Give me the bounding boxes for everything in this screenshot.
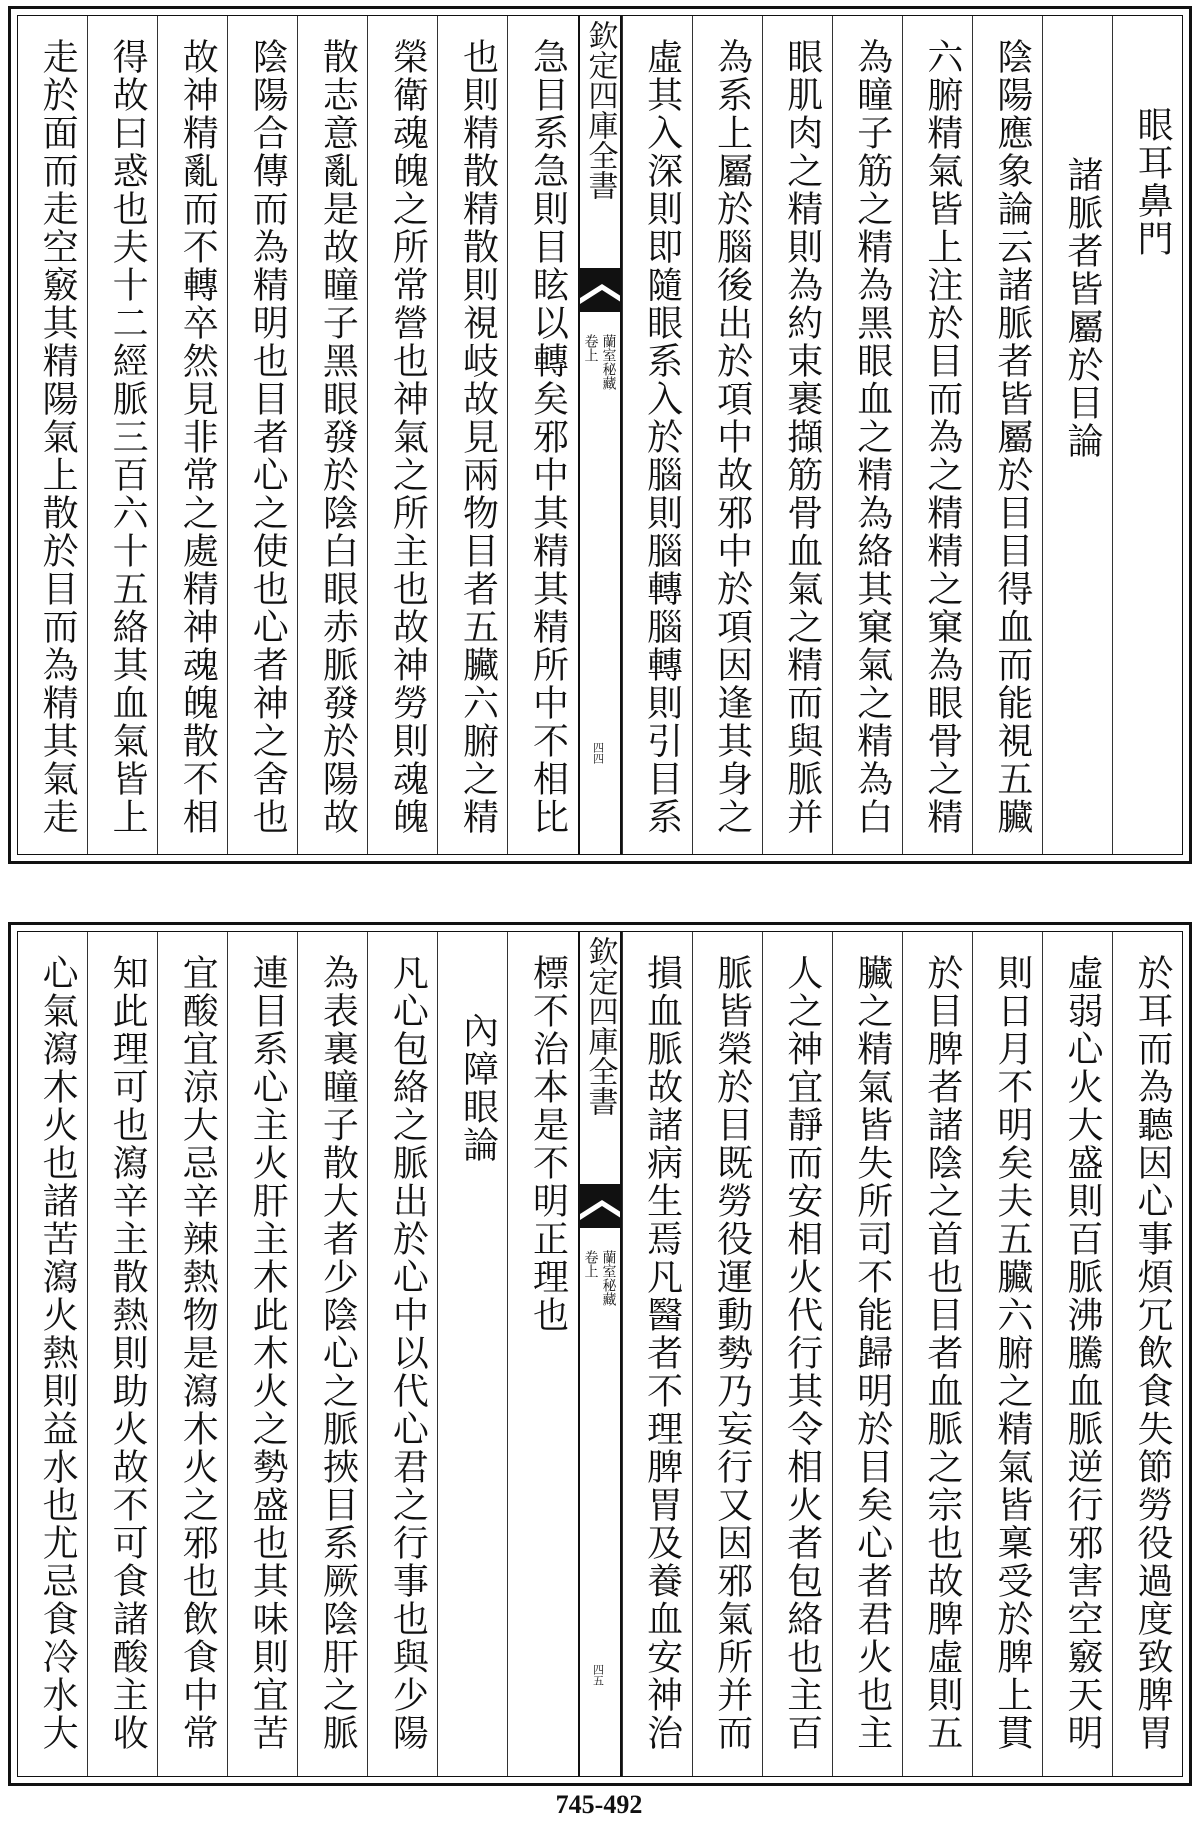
spine-volume: 卷上 bbox=[582, 1250, 599, 1278]
bottom-column-13: 連目系心主火肝主木此木火之勢盛也其味則宜苦 bbox=[227, 932, 297, 1776]
bottom-column-16: 心氣瀉木火也諸苦瀉火熱則益水也尤忌食冷水大 bbox=[37, 954, 79, 1752]
bottom-center-spine bbox=[578, 932, 622, 1776]
top-column-1: 眼耳鼻門 bbox=[1112, 16, 1182, 854]
bottom-column-11: 凡心包絡之脈出於心中以代心君之行事也與少陽 bbox=[367, 932, 437, 1776]
spine-work-title: 蘭室秘藏 bbox=[600, 1250, 617, 1306]
spine-subtitle bbox=[580, 1250, 620, 1470]
top-column-9: 急目系急則目眩以轉矣邪中其精其精所中不相比 bbox=[507, 16, 577, 854]
top-column-11: 榮衛魂魄之所常營也神氣之所主也故神勞則魂魄 bbox=[367, 16, 437, 854]
spine-volume: 卷上 bbox=[582, 334, 599, 362]
top-center-spine bbox=[578, 16, 622, 854]
bottom-column-4: 於目脾者諸陰之首也目者血脈之宗也故脾虛則五 bbox=[902, 932, 972, 1776]
bottom-column-9: 標不治本是不明正理也 bbox=[507, 932, 577, 1776]
top-column-4: 六腑精氣皆上注於目而為之精精之窠為眼骨之精 bbox=[902, 16, 972, 854]
spine-leaf-number: 四五 bbox=[591, 1664, 605, 1686]
bottom-column-8: 損血脈故諸病生焉凡醫者不理脾胃及養血安神治 bbox=[622, 932, 692, 1776]
bottom-column-6: 人之神宜靜而安相火代行其令相火者包絡也主百 bbox=[762, 932, 832, 1776]
top-page-leaf bbox=[8, 6, 1192, 864]
top-column-6: 眼肌肉之精則為約束裹擷筋骨血氣之精而與脈并 bbox=[762, 16, 832, 854]
top-column-15: 得故曰惑也夫十二經脈三百六十五絡其血氣皆上 bbox=[87, 16, 157, 854]
bottom-page-columns bbox=[17, 931, 1183, 1777]
top-column-16: 走於面而走空竅其精陽氣上散於目而為精其氣走 bbox=[37, 38, 79, 836]
spine-work-title: 蘭室秘藏 bbox=[600, 334, 617, 390]
spine-book-title: 欽定四庫全書 bbox=[582, 20, 618, 200]
bottom-column-7: 脈皆榮於目既勞役運動勢乃妄行又因邪氣所并而 bbox=[692, 932, 762, 1776]
top-column-10: 也則精散精散則視岐故見兩物目者五臟六腑之精 bbox=[437, 16, 507, 854]
top-column-14: 故神精亂而不轉卒然見非常之處精神魂魄散不相 bbox=[157, 16, 227, 854]
page-number: 745-492 bbox=[555, 1790, 643, 1819]
spine-book-title: 欽定四庫全書 bbox=[582, 936, 618, 1116]
bottom-column-10: 內障眼論 bbox=[437, 932, 507, 1776]
fish-tail-mark-icon bbox=[580, 268, 622, 312]
bottom-column-1: 於耳而為聽因心事煩冗飲食失節勞役過度致脾胃 bbox=[1112, 932, 1182, 1776]
top-column-5: 為瞳子筋之精為黑眼血之精為絡其窠氣之精為白 bbox=[832, 16, 902, 854]
top-column-3: 陰陽應象論云諸脈者皆屬於目目得血而能視五臟 bbox=[972, 16, 1042, 854]
bottom-column-3: 則日月不明矣夫五臟六腑之精氣皆稟受於脾上貫 bbox=[972, 932, 1042, 1776]
bottom-column-5: 臟之精氣皆失所司不能歸明於目矣心者君火也主 bbox=[832, 932, 902, 1776]
bottom-column-15: 知此理可也瀉辛主散熱則助火故不可食諸酸主收 bbox=[87, 932, 157, 1776]
top-page-columns bbox=[17, 15, 1183, 855]
top-column-2: 諸脈者皆屬於目論 bbox=[1042, 16, 1112, 854]
bottom-page-leaf bbox=[8, 922, 1192, 1786]
spine-leaf-number: 四四 bbox=[591, 742, 605, 764]
bottom-column-14: 宜酸宜涼大忌辛辣熱物是瀉木火之邪也飲食中常 bbox=[157, 932, 227, 1776]
bottom-column-2: 虛弱心火大盛則百脈沸騰血脈逆行邪害空竅天明 bbox=[1042, 932, 1112, 1776]
top-column-7: 為系上屬於腦後出於項中故邪中於項因逢其身之 bbox=[692, 16, 762, 854]
top-column-13: 陰陽合傳而為精明也目者心之使也心者神之舍也 bbox=[227, 16, 297, 854]
top-column-8: 虛其入深則即隨眼系入於腦則腦轉腦轉則引目系 bbox=[622, 16, 692, 854]
top-column-12: 散志意亂是故瞳子黑眼發於陰白眼赤脈發於陽故 bbox=[297, 16, 367, 854]
bottom-column-12: 為表裏瞳子散大者少陰心之脈挾目系厥陰肝之脈 bbox=[297, 932, 367, 1776]
spine-subtitle bbox=[580, 334, 620, 554]
fish-tail-mark-icon bbox=[580, 1184, 622, 1228]
